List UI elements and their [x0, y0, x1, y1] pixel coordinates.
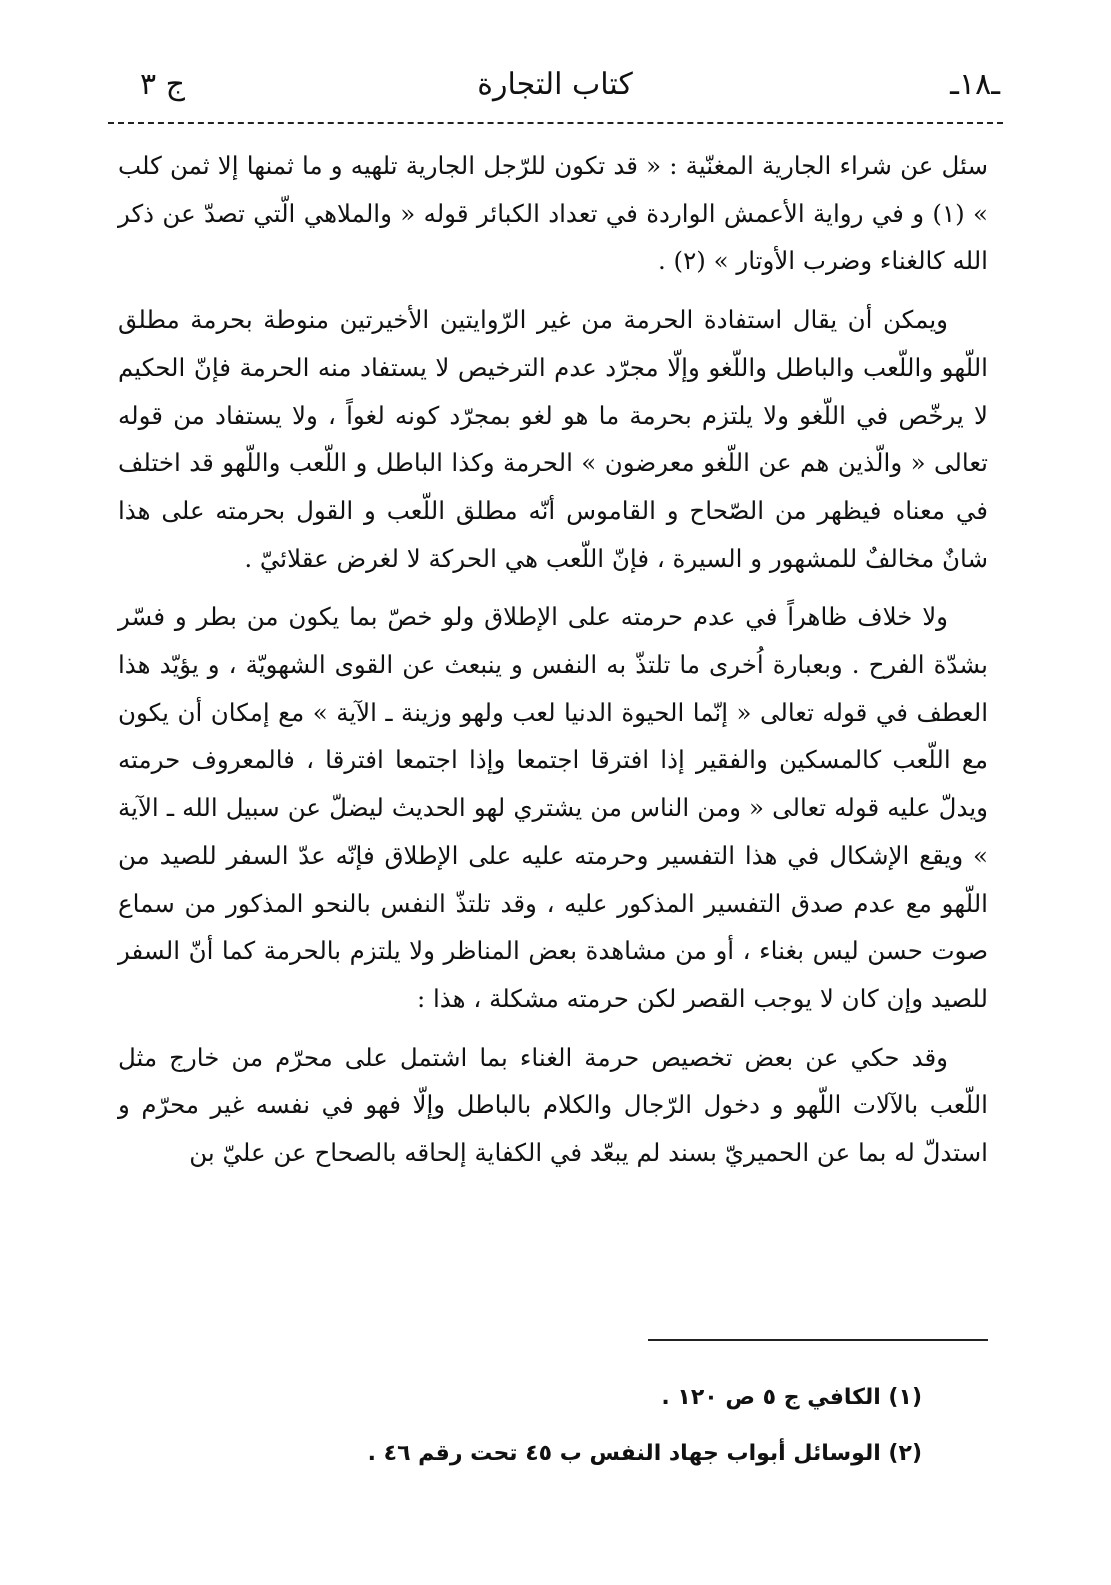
footnote: (١) الكافي ج ٥ ص ١٢٠ . [661, 1385, 922, 1410]
paragraph: ولا خلاف ظاهراً في عدم حرمته على الإطلاق ولو خصّ بما يكون من بطر و فسّر بشدّة الفرح . وبعبارة اُخرى ما تلتذّ به النفس و ينبعث عن القوى الشهويّة ، و يؤيّد هذا العطف في قوله تعالى « إنّما الحيوة الدنيا لعب ولهو وزينة ـ الآية » مع إمكان أن يكون مع اللّعب كالمسكين والفقير إذا افترقا اجتمعا وإذا اجتمعا افترقا ، فالمعروف حرمته ويدلّ عليه قوله تعالى « ومن الناس من يشتري لهو الحديث ليضلّ عن سبيل الله ـ الآية » ويقع الإشكال في هذا التفسير وحرمته عليه على الإطلاق فإنّه عدّ السفر للصيد من اللّهو مع عدم صدق التفسير المذكور عليه ، وقد تلتذّ النفس بالنحو المذكور من سماع صوت حسن ليس بغناء ، أو من مشاهدة بعض المناظر ولا يلتزم بالحرمة كما أنّ السفر للصيد وإن كان لا يوجب القصر لكن حرمته مشكلة ، هذا : [118, 602, 988, 1013]
footnotes [110, 1370, 922, 1482]
book-title: كتاب التجارة [477, 67, 633, 102]
page-number: ـ١٨ـ [950, 67, 1000, 102]
footnote-divider [648, 1339, 988, 1341]
paragraph: وقد حكي عن بعض تخصيص حرمة الغناء بما اشتمل على محرّم من خارج مثل اللّعب بالآلات اللّهو و دخول الرّجال والكلام بالباطل وإلّا فهو في نفسه غير محرّم و استدلّ له بما عن الحميريّ بسند لم يبعّد في الكفاية إلحاقه بالصحاح عن عليّ بن [118, 1042, 988, 1168]
main-text [118, 142, 988, 1188]
volume-label: ج ٣ [140, 67, 186, 102]
footnote: (٢) الوسائل أبواب جهاد النفس ب ٤٥ تحت رقم ٤٦ . [367, 1441, 922, 1466]
header-divider [108, 122, 1003, 124]
paragraph: ويمكن أن يقال استفادة الحرمة من غير الرّوايتين الأخيرتين منوطة بحرمة مطلق اللّهو واللّعب والباطل واللّغو وإلّا مجرّد عدم الترخيص لا يستفاد منه الحرمة فإنّ الحكيم لا يرخّص في اللّغو ولا يلتزم بحرمة ما هو لغو بمجرّد كونه لغواً ، ولا يستفاد من قوله تعالى « والّذين هم عن اللّغو معرضون » الحرمة وكذا الباطل و اللّعب واللّهو قد اختلف في معناه فيظهر من الصّحاح و القاموس أنّه مطلق اللّعب و القول بحرمته على هذا شانٌ مخالفٌ للمشهور و السيرة ، فإنّ اللّعب هي الحركة لا لغرض عقلائيّ . [118, 305, 988, 573]
paragraph: سئل عن شراء الجارية المغنّية : « قد تكون للرّجل الجارية تلهيه و ما ثمنها إلا ثمن كلب » (١) و في رواية الأعمش الواردة في تعداد الكبائر قوله « والملاهي الّتي تصدّ عن ذكر الله كالغناء وضرب الأوتار » (٢) . [118, 151, 988, 276]
page-header [110, 60, 1000, 110]
